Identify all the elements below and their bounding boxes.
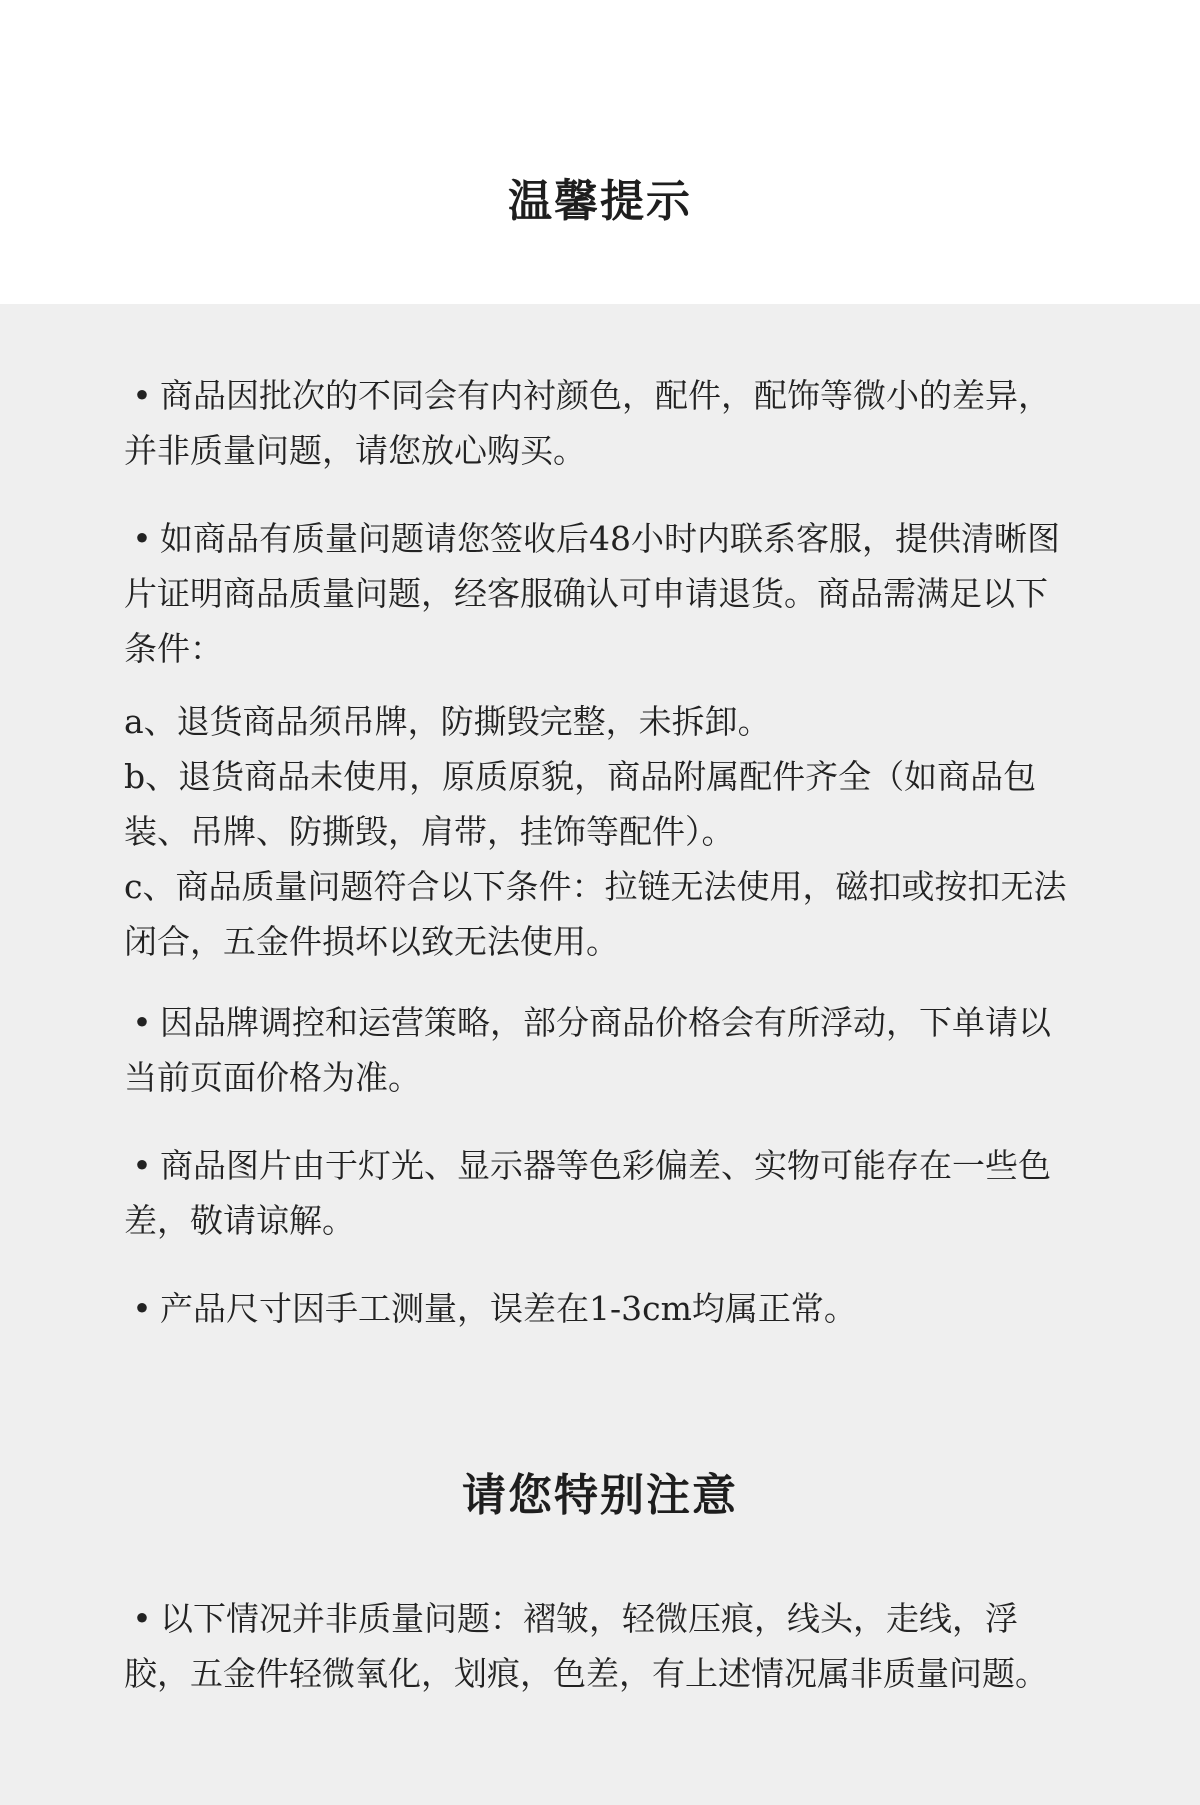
page-title: 温馨提示 [508,176,692,227]
tip-paragraph-3 [124,995,1074,1105]
condition-b: b、退货商品未使用，原质原貌，商品附属配件齐全（如商品包装、吊牌、防撕毁，肩带，挂饰等配件）。 [124,757,1037,851]
bullet-icon: • [132,1599,152,1638]
tip-text-4: 商品图片由于灯光、显示器等色彩偏差、实物可能存在一些色差，敬请谅解。 [124,1146,1051,1240]
tip-paragraph-2 [124,511,1074,676]
header-band [0,0,1200,304]
condition-a: a、退货商品须吊牌，防撕毁完整，未拆卸。 [124,702,771,741]
bullet-icon: • [132,1289,152,1328]
condition-c: c、商品质量问题符合以下条件：拉链无法使用，磁扣或按扣无法闭合，五金件损坏以致无法使用。 [124,867,1067,961]
bullet-icon: • [132,519,152,558]
tip-text-1: 商品因批次的不同会有内衬颜色，配件，配饰等微小的差异，并非质量问题，请您放心购买。 [124,376,1051,470]
notice-title: 请您特别注意 [462,1470,738,1521]
bullet-icon: • [132,1146,152,1185]
tip-text-3: 因品牌调控和运营策略，部分商品价格会有所浮动，下单请以当前页面价格为准。 [124,1003,1051,1097]
notice-paragraph-1 [124,1591,1074,1701]
tip-text-2: 如商品有质量问题请您签收后48小时内联系客服，提供清晰图片证明商品质量问题，经客服确认可申请退货。商品需满足以下条件： [124,519,1060,668]
content-area [0,304,1200,1805]
tip-paragraph-4 [124,1138,1074,1248]
tip-text-5: 产品尺寸因手工测量，误差在1-3cm均属正常。 [160,1289,857,1328]
notice-text-1: 以下情况并非质量问题：褶皱，轻微压痕，线头，走线，浮胶，五金件轻微氧化，划痕，色差，有上述情况属非质量问题。 [124,1599,1048,1693]
tip-paragraph-1 [124,368,1074,478]
tip-paragraph-5 [124,1281,1074,1336]
bullet-icon: • [132,376,152,415]
bullet-icon: • [132,1003,152,1042]
